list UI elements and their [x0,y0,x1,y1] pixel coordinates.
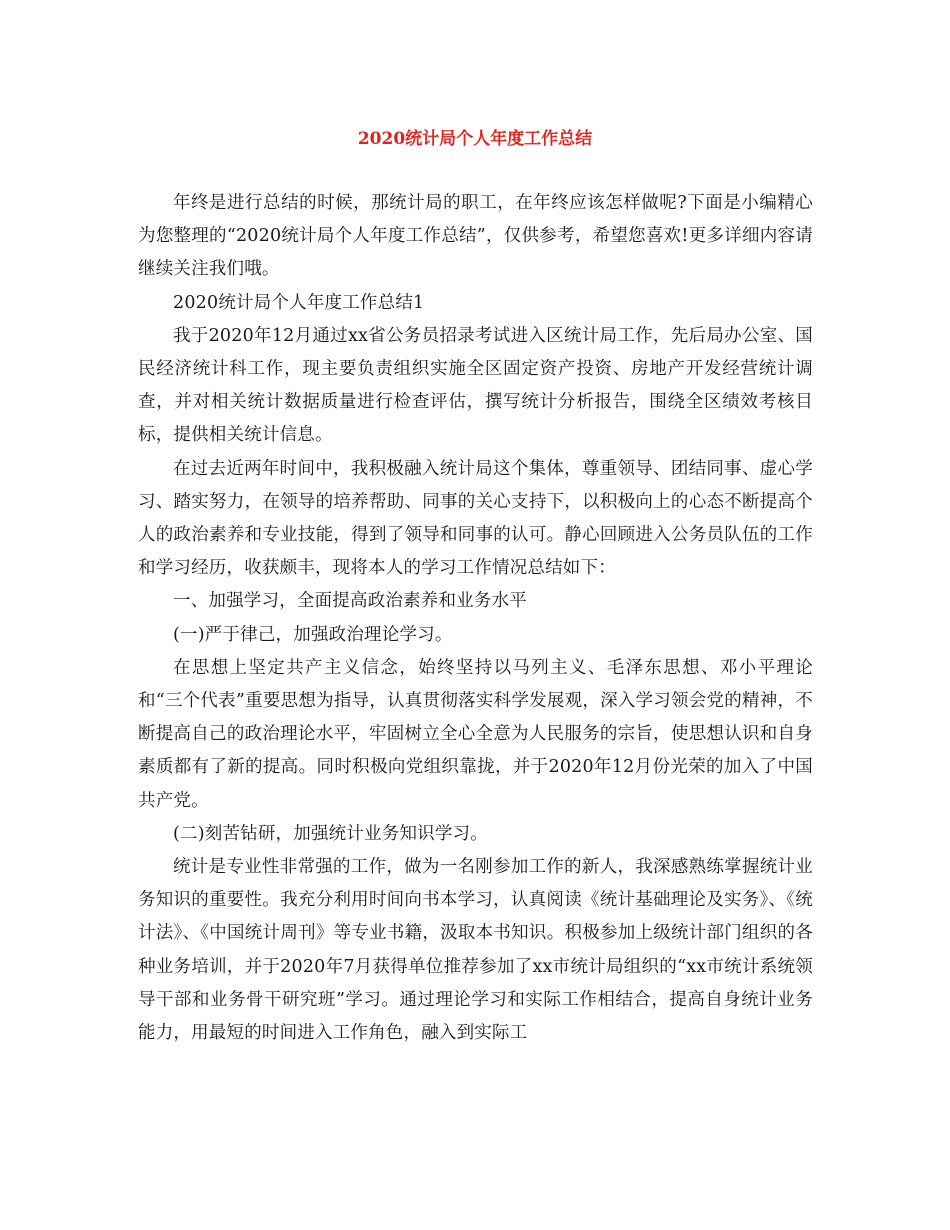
subsection-heading-2: (二)刻苦钻研，加强统计业务知识学习。 [173,823,488,844]
paragraph-review: 在过去近两年时间中，我积极融入统计局这个集体，尊重领导、团结同事、虚心学习、踏实努力，在领导的培养帮助、同事的关心支持下，以积极向上的心态不断提高个人的政治素养和专业技能，得到了领导和同事的认可。静心回顾进入公务员队伍的工作和学习经历，收获颇丰，现将本人的学习工作情况总结如下： [138,458,813,579]
paragraph-background: 我于2020年12月通过xx省公务员招录考试进入区统计局工作，先后局办公室、国民经济统计科工作，现主要负责组织实施全区固定资产投资、房地产开发经营统计调查，并对相关统计数据质量进行检查评估，撰写统计分析报告，围绕全区绩效考核目标，提供相关统计信息。 [138,325,813,446]
document-body [138,187,813,1050]
paragraph-intro: 年终是进行总结的时候，那统计局的职工，在年终应该怎样做呢?下面是小编精心为您整理的“2020统计局个人年度工作总结”，仅供参考，希望您喜欢!更多详细内容请继续关注我们哦。 [138,193,813,280]
paragraph-statistics-study: 统计是专业性非常强的工作，做为一名刚参加工作的新人，我深感熟练掌握统计业务知识的重要性。我充分利用时间向书本学习，认真阅读《统计基础理论及实务》、《统计法》、《中国统计周刊》等专业书籍，汲取本书知识。积极参加上级统计部门组织的各种业务培训，并于2020年7月获得单位推荐参加了xx市统计局组织的“xx市统计系统领导干部和业务骨干研究班”学习。通过理论学习和实际工作相结合，提高自身统计业务能力，用最短的时间进入工作角色，融入到实际工 [138,857,813,1044]
paragraph-subtitle: 2020统计局个人年度工作总结1 [173,292,425,313]
section-heading-1: 一、加强学习，全面提高政治素养和业务水平 [173,591,527,612]
paragraph-political-study: 在思想上坚定共产主义信念，始终坚持以马列主义、毛泽东思想、邓小平理论和“三个代表”重要思想为指导，认真贯彻落实科学发展观，深入学习领会党的精神，不断提高自己的政治理论水平，牢固树立全心全意为人民服务的宗旨，使思想认识和自身素质都有了新的提高。同时积极向党组织靠拢，并于2020年12月份光荣的加入了中国共产党。 [138,657,813,811]
document-title: 2020统计局个人年度工作总结 [357,129,593,149]
subsection-heading-1: (一)严于律己，加强政治理论学习。 [173,624,453,645]
